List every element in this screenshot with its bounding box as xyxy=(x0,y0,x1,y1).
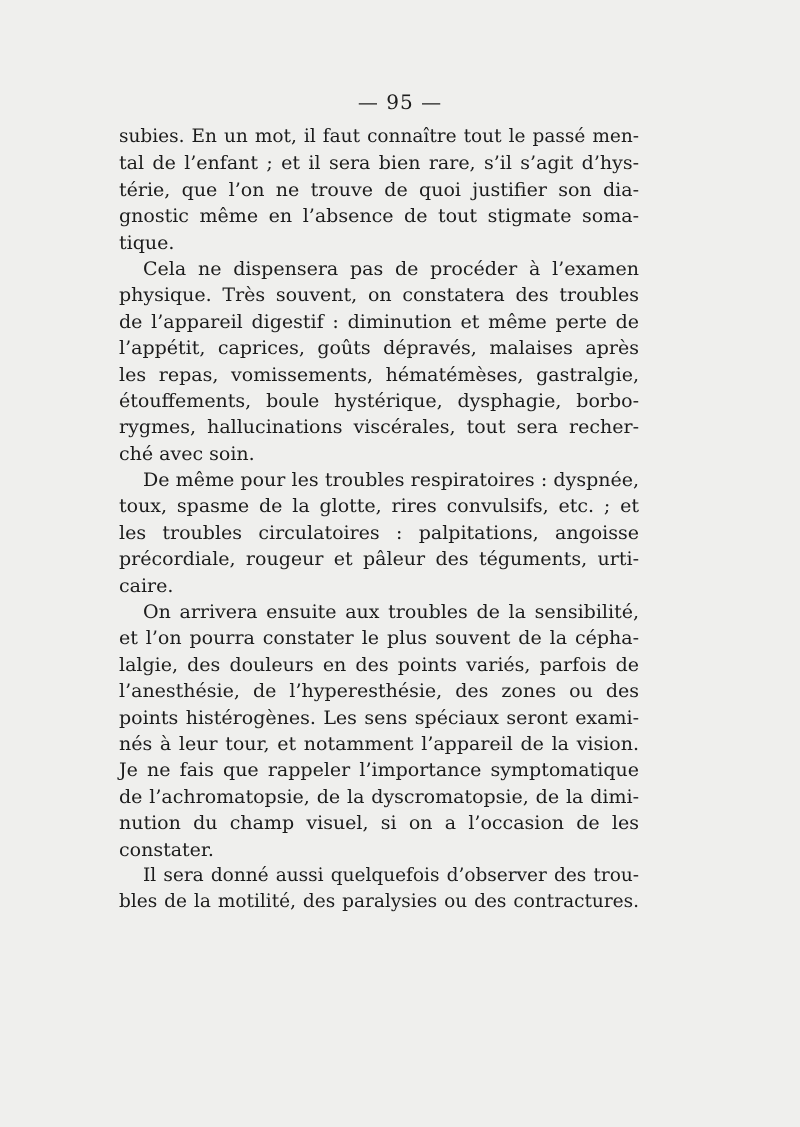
text-line: rygmes, hallucinations viscérales, tout sera recher- xyxy=(119,416,639,439)
text-line: les troubles circulatoires : palpitations, angoisse xyxy=(119,521,639,544)
text-line: bles de la motilité, des paralysies ou des contractures. xyxy=(119,891,639,913)
text-line: précordiale, rougeur et pâleur des téguments, urti- xyxy=(119,548,639,571)
text-line: Je ne fais que rappeler l’importance symptomatique xyxy=(119,759,639,782)
text-line: points histérogènes. Les sens spéciaux seront exami- xyxy=(119,706,639,729)
text-line: et l’on pourra constater le plus souvent de la cépha- xyxy=(119,627,639,650)
text-line: caire. xyxy=(119,574,174,597)
text-line: subies. En un mot, il faut connaître tout le passé men- xyxy=(119,126,639,147)
text-line: De même pour les troubles respiratoires : dyspnée, xyxy=(143,469,639,492)
page-number: — 95 — xyxy=(357,90,443,114)
text-line: l’anesthésie, de l’hyperesthésie, des zones ou des xyxy=(119,680,639,703)
text-line: toux, spasme de la glotte, rires convulsifs, etc. ; et xyxy=(119,495,639,518)
text-line: tal de l’enfant ; et il sera bien rare, s’il s’agit d’hys- xyxy=(119,152,639,175)
text-line: térie, que l’on ne trouve de quoi justifier son dia- xyxy=(119,178,639,201)
text-line: ché avec soin. xyxy=(119,442,255,465)
text-line: nution du champ visuel, si on a l’occasion de les xyxy=(119,812,639,835)
text-line: On arrivera ensuite aux troubles de la sensibilité, xyxy=(143,601,639,624)
text-line: nés à leur tour, et notamment l’appareil de la vision. xyxy=(119,732,639,755)
text-line: les repas, vomissements, hématémèses, gastralgie, xyxy=(119,363,639,386)
body-text xyxy=(119,124,639,916)
text-line: physique. Très souvent, on constatera des troubles xyxy=(119,284,639,307)
text-line: de l’appareil digestif : diminution et même perte de xyxy=(119,310,639,333)
text-line: gnostic même en l’absence de tout stigmate soma- xyxy=(119,205,639,228)
text-line: lalgie, des douleurs en des points variés, parfois de xyxy=(119,653,639,676)
text-line: étouffements, boule hystérique, dysphagie, borbo- xyxy=(119,389,639,412)
text-line: l’appétit, caprices, goûts dépravés, malaises après xyxy=(119,337,639,360)
text-line: constater. xyxy=(119,838,214,861)
text-line: Il sera donné aussi quelquefois d’observer des trou- xyxy=(143,864,639,886)
text-line: tique. xyxy=(119,231,175,254)
text-line: Cela ne dispensera pas de procéder à l’examen xyxy=(143,257,639,280)
text-line: de l’achromatopsie, de la dyscromatopsie, de la dimi- xyxy=(119,785,639,808)
